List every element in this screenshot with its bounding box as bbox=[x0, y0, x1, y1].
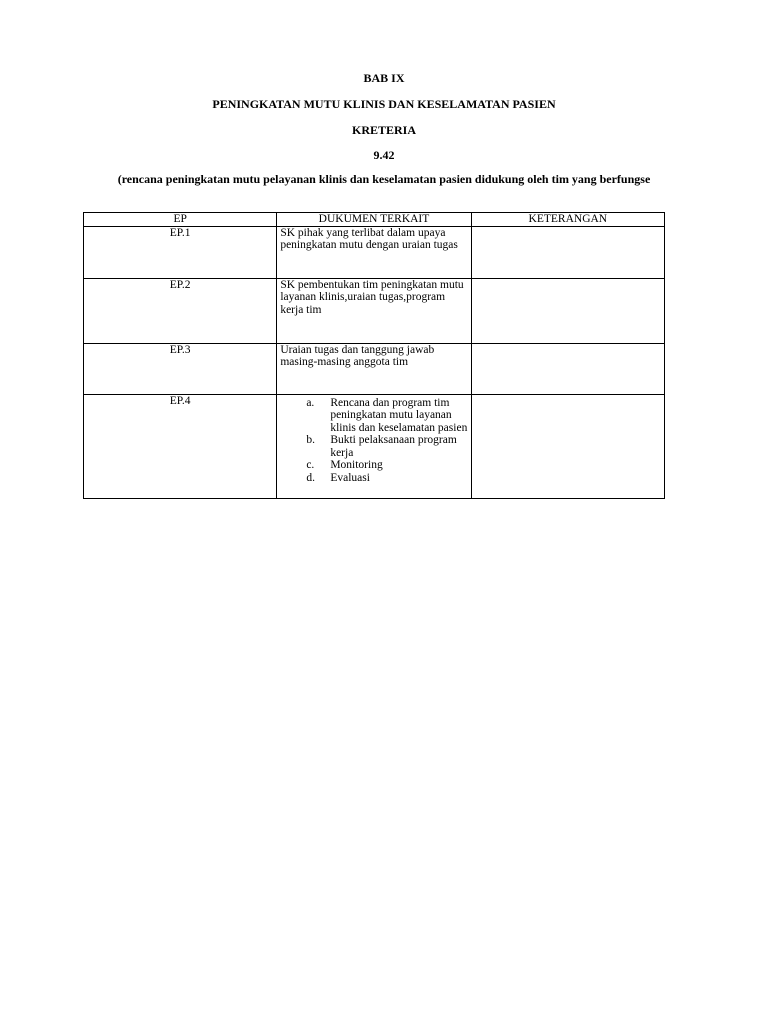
chapter-title: PENINGKATAN MUTU KLINIS DAN KESELAMATAN PASIEN bbox=[212, 97, 556, 111]
list-marker: d. bbox=[306, 471, 315, 484]
list-item-text: Rencana dan program tim peningkatan mutu layanan klinis dan keselamatan pasien bbox=[330, 396, 468, 434]
dokumen-cell: SK pihak yang terlibat dalam upaya peningkatan mutu dengan uraian tugas bbox=[277, 226, 471, 278]
keterangan-cell bbox=[471, 226, 664, 278]
header-dokumen: DUKUMEN TERKAIT bbox=[277, 213, 471, 227]
dokumen-cell: Uraian tugas dan tanggung jawab masing-masing anggota tim bbox=[277, 343, 471, 394]
table-row bbox=[84, 226, 665, 278]
ep-document-table bbox=[83, 212, 665, 499]
table-header-row bbox=[84, 213, 665, 227]
criteria-description: (rencana peningkatan mutu pelayanan klinis dan keselamatan pasien didukung oleh tim yang berfungse bbox=[117, 172, 651, 186]
ep-cell: EP.3 bbox=[84, 343, 277, 394]
criteria-label: KRETERIA bbox=[351, 123, 416, 137]
list-item-text: Bukti pelaksanaan program kerja bbox=[330, 434, 457, 459]
list-marker: b. bbox=[306, 434, 315, 446]
dokumen-cell: SK pembentukan tim peningkatan mutu layanan klinis,uraian tugas,program kerja tim bbox=[277, 278, 471, 343]
list-marker: c. bbox=[306, 459, 315, 471]
list-item bbox=[280, 472, 467, 485]
keterangan-cell bbox=[471, 278, 664, 343]
header-keterangan: KETERANGAN bbox=[471, 213, 664, 227]
list-item bbox=[280, 397, 467, 435]
chapter-label: BAB IX bbox=[363, 71, 405, 85]
keterangan-cell bbox=[471, 343, 664, 394]
list-item-text: Evaluasi bbox=[330, 471, 370, 484]
ep-cell: EP.1 bbox=[84, 226, 277, 278]
table-row bbox=[84, 278, 665, 343]
list-item bbox=[280, 459, 467, 472]
criteria-number: 9.42 bbox=[373, 148, 395, 162]
dokumen-cell bbox=[277, 394, 471, 498]
header-ep: EP bbox=[84, 213, 277, 227]
list-item-text: Monitoring bbox=[330, 459, 383, 471]
dokumen-list bbox=[280, 397, 467, 485]
table-row bbox=[84, 394, 665, 498]
list-marker: a. bbox=[306, 396, 315, 409]
table-row bbox=[84, 343, 665, 394]
ep-cell: EP.2 bbox=[84, 278, 277, 343]
list-item bbox=[280, 434, 467, 459]
ep-cell: EP.4 bbox=[84, 394, 277, 498]
keterangan-cell bbox=[471, 394, 664, 498]
